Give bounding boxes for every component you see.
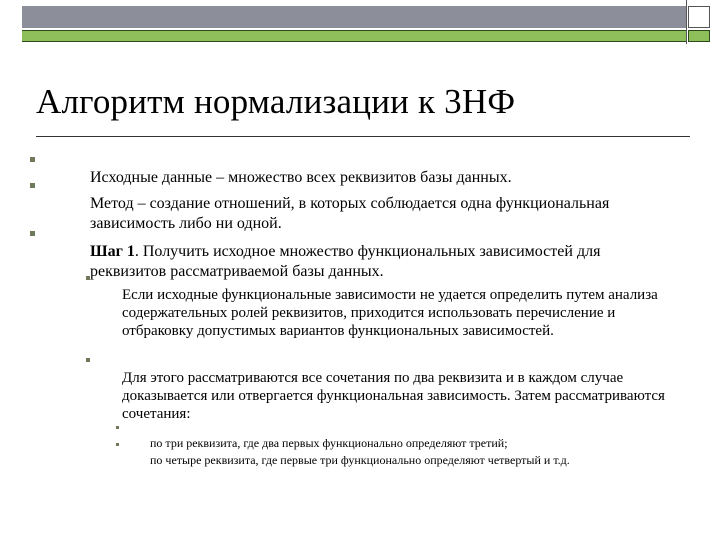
bullet-square-icon	[116, 443, 119, 446]
bullet-l1-2: Метод – создание отношений, в которых соблюдается одна функциональная зависимость либо ни одной.	[90, 195, 610, 232]
top-corner-square	[688, 6, 710, 28]
bullet-l1-1: Исходные данные – множество всех реквизитов базы данных.	[90, 169, 512, 186]
bullet-l2-2: Для этого рассматриваются все сочетания по два реквизита и в каждом случае доказывается или отвергается функциональная зависимость. Затем рассматриваются сочетания:	[122, 370, 665, 422]
bullet-square-icon	[86, 358, 90, 362]
bullet-l3-1: по три реквизита, где два первых функционально определяют третий;	[150, 436, 508, 450]
bullet-square-icon	[30, 183, 35, 188]
bullet-l3-2: по четыре реквизита, где первые три функционально определяют четвертый и т.д.	[150, 453, 570, 467]
bullet-l1-3: Шаг 1. Получить исходное множество функциональных зависимостей для реквизитов рассматриваемой базы данных.	[90, 243, 601, 280]
bullet-square-icon	[116, 426, 119, 429]
bullet-square-icon	[30, 157, 35, 162]
top-green-band	[22, 30, 686, 42]
bullet-l2-1: Если исходные функциональные зависимости не удается определить путем анализа содержательных ролей реквизитов, приходится использовать перечисление и отбраковку допустимых вариантов функциональных зависимостей.	[122, 287, 658, 339]
top-corner-green-square	[688, 30, 710, 42]
top-divider-line	[686, 0, 687, 44]
title-underline	[36, 136, 690, 137]
top-gray-band	[22, 6, 686, 28]
bullet-square-icon	[86, 276, 90, 280]
bullet-square-icon	[30, 231, 35, 236]
top-decoration-bar	[0, 0, 720, 44]
slide-title: Алгоритм нормализации к 3НФ	[36, 82, 516, 121]
